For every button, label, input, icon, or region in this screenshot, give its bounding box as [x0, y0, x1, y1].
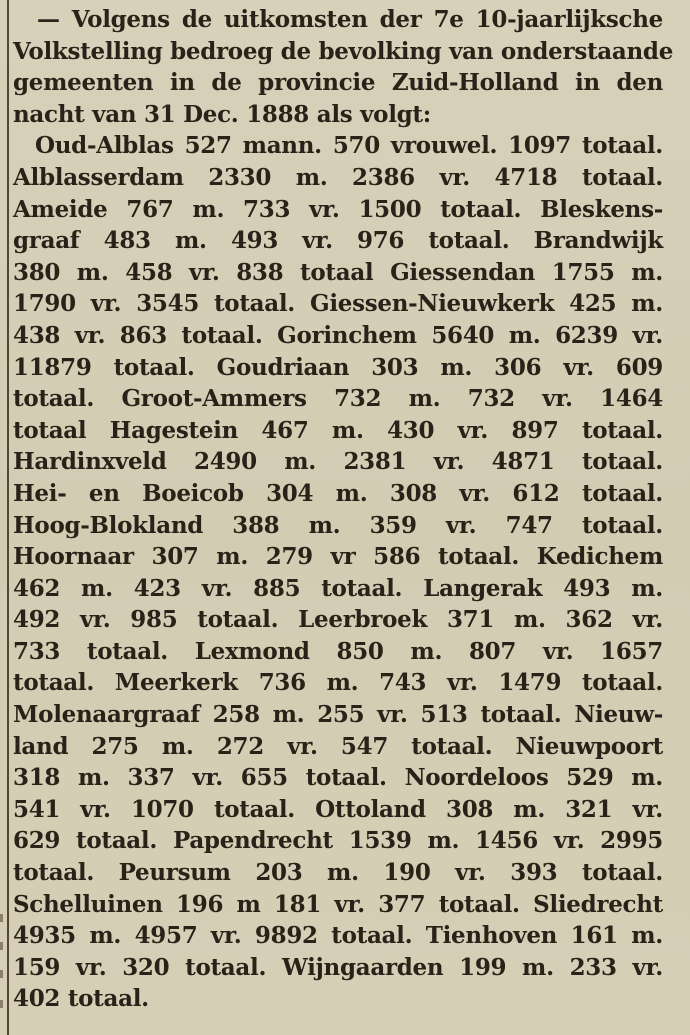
body-line: Ameide 767 m. 733 vr. 1500 totaal. Bleskens-	[13, 195, 663, 223]
body-line: graaf 483 m. 493 vr. 976 totaal. Brandwijk	[13, 227, 663, 255]
body-line: Schelluinen 196 m 181 vr. 377 totaal. Sliedrecht	[13, 890, 663, 918]
body-line: 629 totaal. Papendrecht 1539 m. 1456 vr. 2995	[13, 827, 663, 855]
adjacent-column-fragments	[0, 900, 5, 1035]
body-line: totaal. Groot-Ammers 732 m. 732 vr. 1464	[13, 385, 663, 413]
body-line: 733 totaal. Lexmond 850 m. 807 vr. 1657	[13, 637, 663, 665]
body-line: 380 m. 458 vr. 838 totaal Giessendan 1755 m.	[13, 258, 663, 286]
intro-line: nacht van 31 Dec. 1888 als volgt:	[13, 100, 431, 128]
body-line: totaal. Peursum 203 m. 190 vr. 393 totaal.	[13, 859, 663, 887]
body-line: Hoornaar 307 m. 279 vr 586 totaal. Kedichem	[13, 543, 663, 571]
body-line: 541 vr. 1070 totaal. Ottoland 308 m. 321 vr.	[13, 795, 663, 823]
body-line: Hoog-Blokland 388 m. 359 vr. 747 totaal.	[13, 511, 663, 539]
intro-line: — Volgens de uitkomsten der 7e 10-jaarlijksche	[37, 6, 663, 33]
body-line: land 275 m. 272 vr. 547 totaal. Nieuwpoort	[13, 732, 663, 760]
body-line: 4935 m. 4957 vr. 9892 totaal. Tienhoven 161 m.	[13, 922, 663, 950]
body-line: totaal Hagestein 467 m. 430 vr. 897 totaal.	[13, 416, 663, 444]
body-line: Oud-Alblas 527 mann. 570 vrouwel. 1097 totaal.	[35, 132, 663, 160]
body-line: 492 vr. 985 totaal. Leerbroek 371 m. 362 vr.	[13, 606, 663, 634]
body-line: 438 vr. 863 totaal. Gorinchem 5640 m. 6239 vr.	[13, 321, 663, 349]
body-line: 159 vr. 320 totaal. Wijngaarden 199 m. 233 vr.	[13, 953, 663, 981]
body-line: 402 totaal.	[13, 985, 149, 1013]
census-article	[13, 4, 674, 1015]
body-line: 11879 totaal. Goudriaan 303 m. 306 vr. 609	[13, 353, 663, 381]
body-line: totaal. Meerkerk 736 m. 743 vr. 1479 totaal.	[13, 669, 663, 697]
body-line: 462 m. 423 vr. 885 totaal. Langerak 493 m.	[13, 574, 663, 602]
body-line: Molenaargraaf 258 m. 255 vr. 513 totaal. Nieuw-	[13, 701, 663, 729]
body-line: 318 m. 337 vr. 655 totaal. Noordeloos 529 m.	[13, 764, 663, 792]
body-line: 1790 vr. 3545 totaal. Giessen-Nieuwkerk 425 m.	[13, 290, 663, 318]
column-divider-rule	[7, 0, 9, 1035]
intro-line: Volkstelling bedroeg de bevolking van onderstaande	[13, 37, 674, 65]
body-line: Hei- en Boeicob 304 m. 308 vr. 612 totaal.	[13, 479, 663, 507]
intro-line: gemeenten in de provincie Zuid-Holland in den	[13, 69, 663, 97]
body-line: Alblasserdam 2330 m. 2386 vr. 4718 totaal.	[13, 163, 663, 191]
body-line: Hardinxveld 2490 m. 2381 vr. 4871 totaal.	[13, 448, 663, 476]
